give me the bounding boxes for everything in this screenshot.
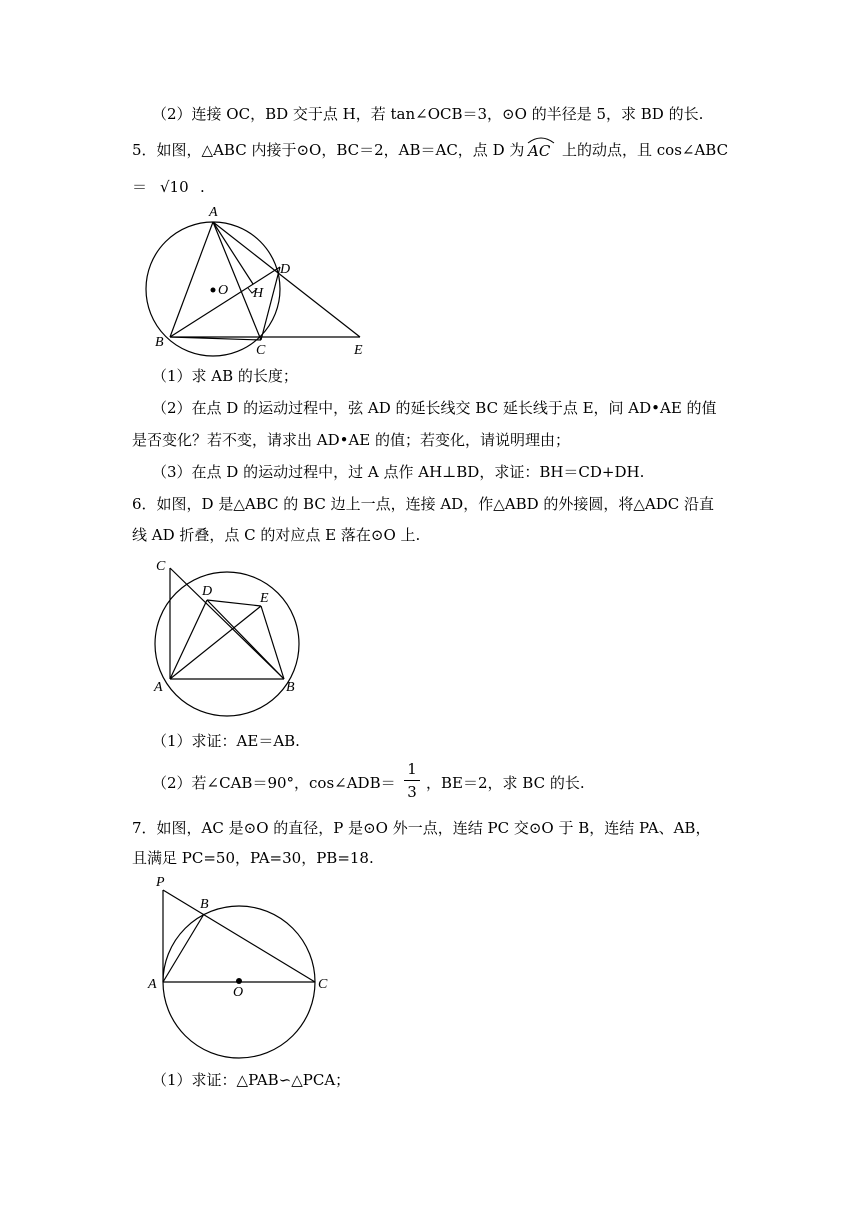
q6-part2-tail: ，BE＝2，求 BC 的长. [426,774,585,792]
fig6-label-c: C [156,559,166,574]
fig6-label-a: A [154,680,163,695]
q7-stem-line2: 且满足 PC=50，PA=30，PB=18. [132,849,374,867]
q4-part2: （2）连接 OC，BD 交于点 H，若 tan∠OCB＝3，⊙O 的半径是 5，求 BD 的长. [152,105,704,123]
q5-part2-line1: （2）在点 D 的运动过程中，弦 AD 的延长线交 BC 延长线于点 E，问 AD•AE 的值 [152,399,717,417]
figure-q7 [140,868,340,1068]
fig6-label-d: D [202,584,213,599]
fig5-label-c: C [256,343,266,358]
q5-part1: （1）求 AB 的长度； [152,367,298,385]
fig5-label-a: A [209,205,218,220]
fraction-denominator: 3 [407,783,417,801]
arc-ac-label [526,134,556,162]
arc-text: AC [528,142,551,160]
figure-q5 [140,200,380,360]
q6-part1: （1）求证：AE＝AB. [152,732,300,750]
q5-stem-tail: 上的动点，且 cos∠ABC [562,141,729,159]
fig5-label-o: O [218,283,229,298]
q5-stem-head: 5．如图，△ABC 内接于⊙O，BC＝2，AB＝AC，点 D 为 [132,141,525,159]
fig5-label-h: H [253,286,264,301]
q6-part2-head: （2）若∠CAB＝90°，cos∠ADB＝ [152,774,396,792]
fraction-bar [404,780,420,781]
fig5-label-b: B [155,335,164,350]
fig6-label-b: B [286,680,295,695]
q5-part2-line2: 是否变化？若不变，请求出 AD•AE 的值；若变化，请说明理由； [132,431,571,449]
q7-part1: （1）求证：△PAB∽△PCA； [152,1071,351,1089]
figure-q6 [150,550,310,720]
q5-sqrt10: √10 [160,178,189,196]
fraction-numerator: 1 [407,760,417,778]
fig7-label-c: C [318,977,328,992]
fig7-label-b: B [200,897,209,912]
q5-equals: ＝ [132,178,148,196]
q6-stem-line2: 线 AD 折叠，点 C 的对应点 E 落在⊙O 上. [132,526,421,544]
fig7-label-p: P [156,875,165,890]
fig5-label-e: E [354,343,363,358]
fig5-label-d: D [280,262,291,277]
q5-period: . [200,178,205,196]
fig6-label-e: E [260,591,269,606]
q6-stem-line1: 6．如图，D 是△ABC 的 BC 边上一点，连接 AD，作△ABD 的外接圆，将△ADC 沿直 [132,495,715,513]
fraction-one-third [404,760,420,801]
q5-part3: （3）在点 D 的运动过程中，过 A 点作 AH⊥BD，求证：BH＝CD+DH. [152,463,645,481]
fig7-label-a: A [148,977,157,992]
fig7-label-o: O [233,985,244,1000]
q7-stem-line1: 7．如图，AC 是⊙O 的直径，P 是⊙O 外一点，连结 PC 交⊙O 于 B，连结 PA、AB， [132,819,711,837]
